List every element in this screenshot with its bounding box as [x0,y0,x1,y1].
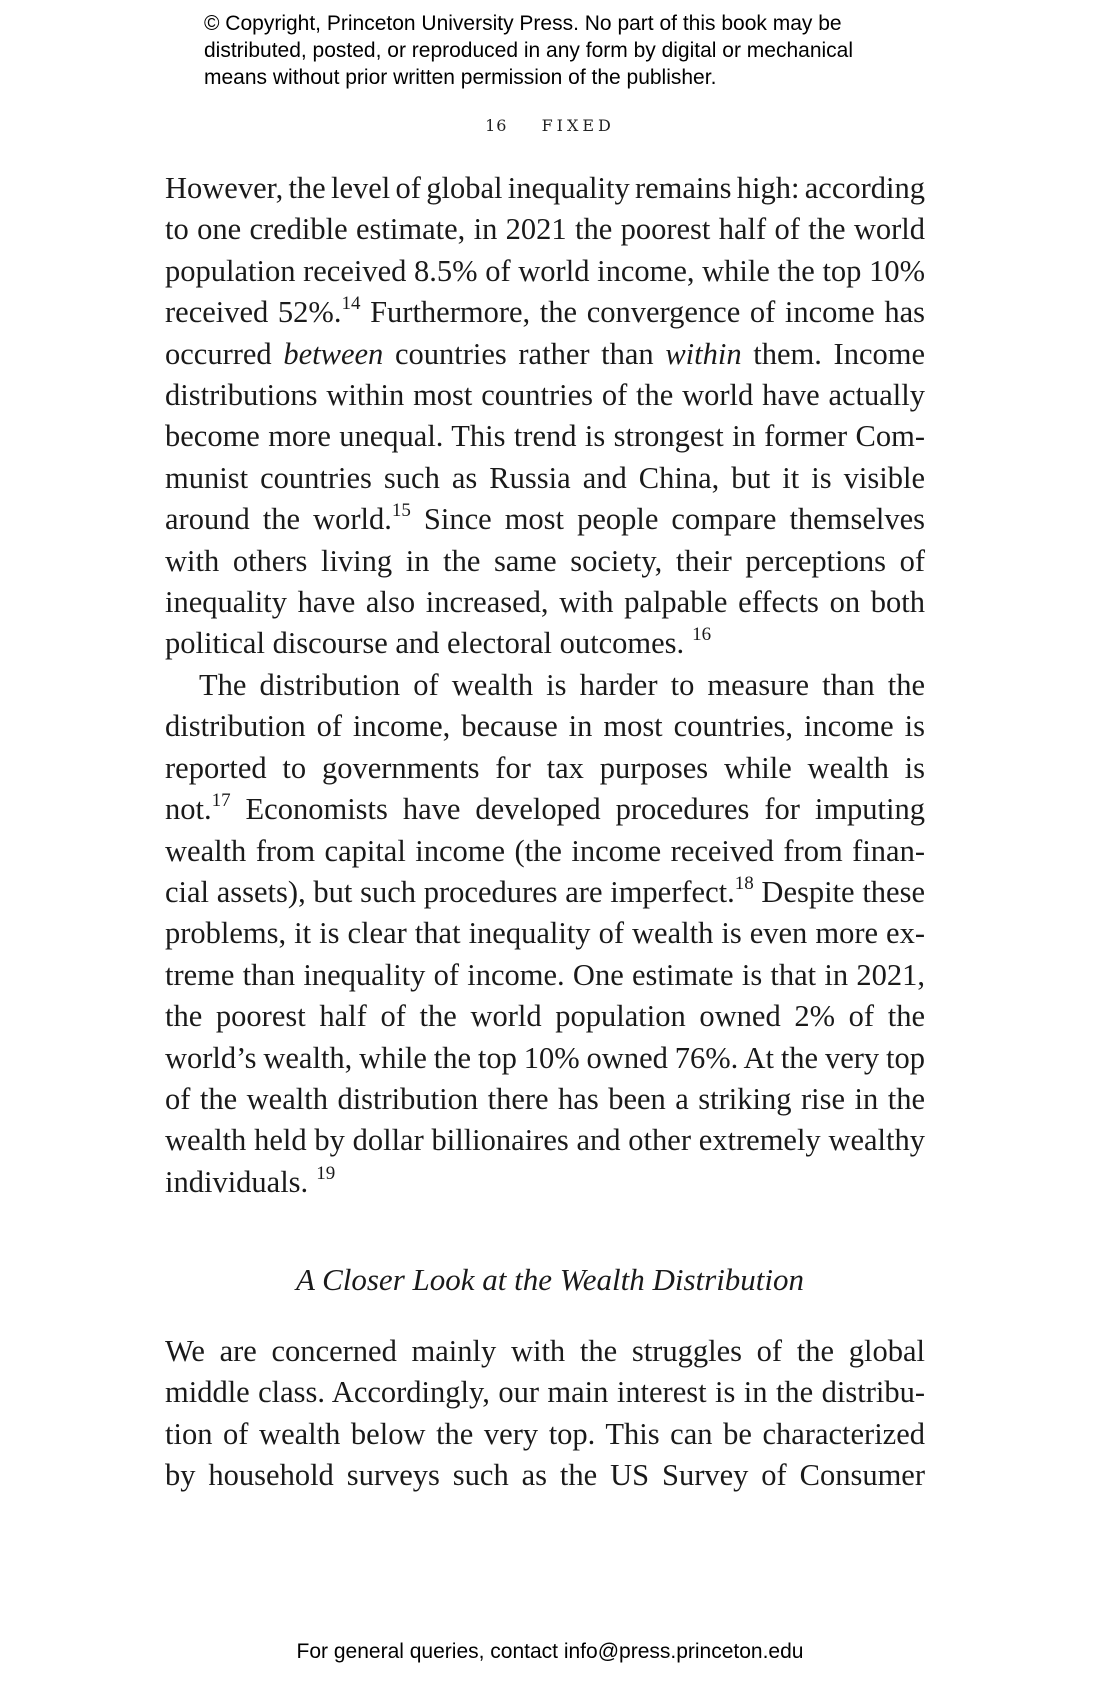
text-line: treme than inequality of income. One estimate is that in 2021, [165,957,925,992]
text-line: distributions within most countries of the world have actually [165,377,925,412]
text-line: not.$^{17}$ Economists have developed procedures for imputing [165,790,925,827]
text-line: with others living in the same society, their perceptions of [165,543,925,578]
footnote-ref: 15 [391,499,411,521]
footnote-ref: 16 [692,624,712,646]
copyright-notice [204,10,924,91]
text-line: to one credible estimate, in 2021 the poorest half of the world [165,212,925,247]
paragraph-2 [165,665,925,1203]
paragraph-1 [165,168,925,665]
text-line: The distribution of wealth is harder to measure than the [199,668,925,702]
text-line: inequality have also increased, with palpable effects on both [165,584,925,619]
text-line: wealth held by dollar billionaires and other extremely wealthy [165,1123,925,1158]
footer-contact: For general queries, contact info@press.princeton.edu [296,1640,804,1663]
text-line: middle class. Accordingly, our main interest is in the distribu- [165,1375,925,1410]
text-line: problems, it is clear that inequality of wealth is even more ex- [165,916,925,951]
text-line: tion of wealth below the very top. This can be characterized [165,1416,925,1451]
text-line: become more unequal. This trend is strongest in former Com- [165,419,925,454]
footnote-ref: 17 [211,790,231,812]
footnote-ref: 14 [341,293,361,315]
text-line: wealth from capital income (the income received from finan- [165,833,925,868]
text-line: around the world.$^{15}$ Since most people compare themselves [165,499,925,537]
copyright-line: means without prior written permission of the publisher. [204,66,717,89]
text-line: We are concerned mainly with the struggles of the global [165,1334,925,1368]
text-line: munist countries such as Russia and China, but it is visible [165,460,925,495]
text-line: population received 8.5% of world income, while the top 10% [165,253,925,288]
book-title: FIXED [541,116,615,135]
text-line: of the wealth distribution there has been a striking rise in the [165,1081,925,1116]
emphasis: within [665,336,742,371]
section-heading: A Closer Look at the Wealth Distribution [295,1262,805,1297]
text-line: received 52%.$^{14}$ Furthermore, the convergence of income has [165,293,925,330]
text-line: reported to governments for tax purposes while wealth is [165,750,925,785]
copyright-line: distributed, posted, or reproduced in any form by digital or mechanical [204,39,854,62]
text-line: individuals. $^{19}$ [165,1162,336,1199]
text-line: political discourse and electoral outcomes. $^{16}$ [165,624,712,661]
text-line: cial assets), but such procedures are imperfect.$^{18}$ Despite these [165,872,925,909]
text-line: occurred between countries rather than within them. Income [165,336,925,371]
text-line: world’s wealth, while the top 10% owned 76%. At the very top [165,1040,925,1075]
text-line: the poorest half of the world population owned 2% of the [165,999,925,1034]
footnote-ref: 19 [316,1162,336,1184]
footnote-ref: 18 [734,872,754,894]
page-number: 16 [485,116,508,135]
running-head [0,116,1100,135]
text-line: However, the level of global inequality remains high: according [165,171,925,205]
emphasis: between [283,336,384,371]
text-line: by household surveys such as the US Survey of Consumer [165,1458,925,1493]
paragraph-3 [165,1331,925,1497]
copyright-line: © Copyright, Princeton University Press. No part of this book may be [204,12,842,35]
text-line: distribution of income, because in most countries, income is [165,709,925,744]
